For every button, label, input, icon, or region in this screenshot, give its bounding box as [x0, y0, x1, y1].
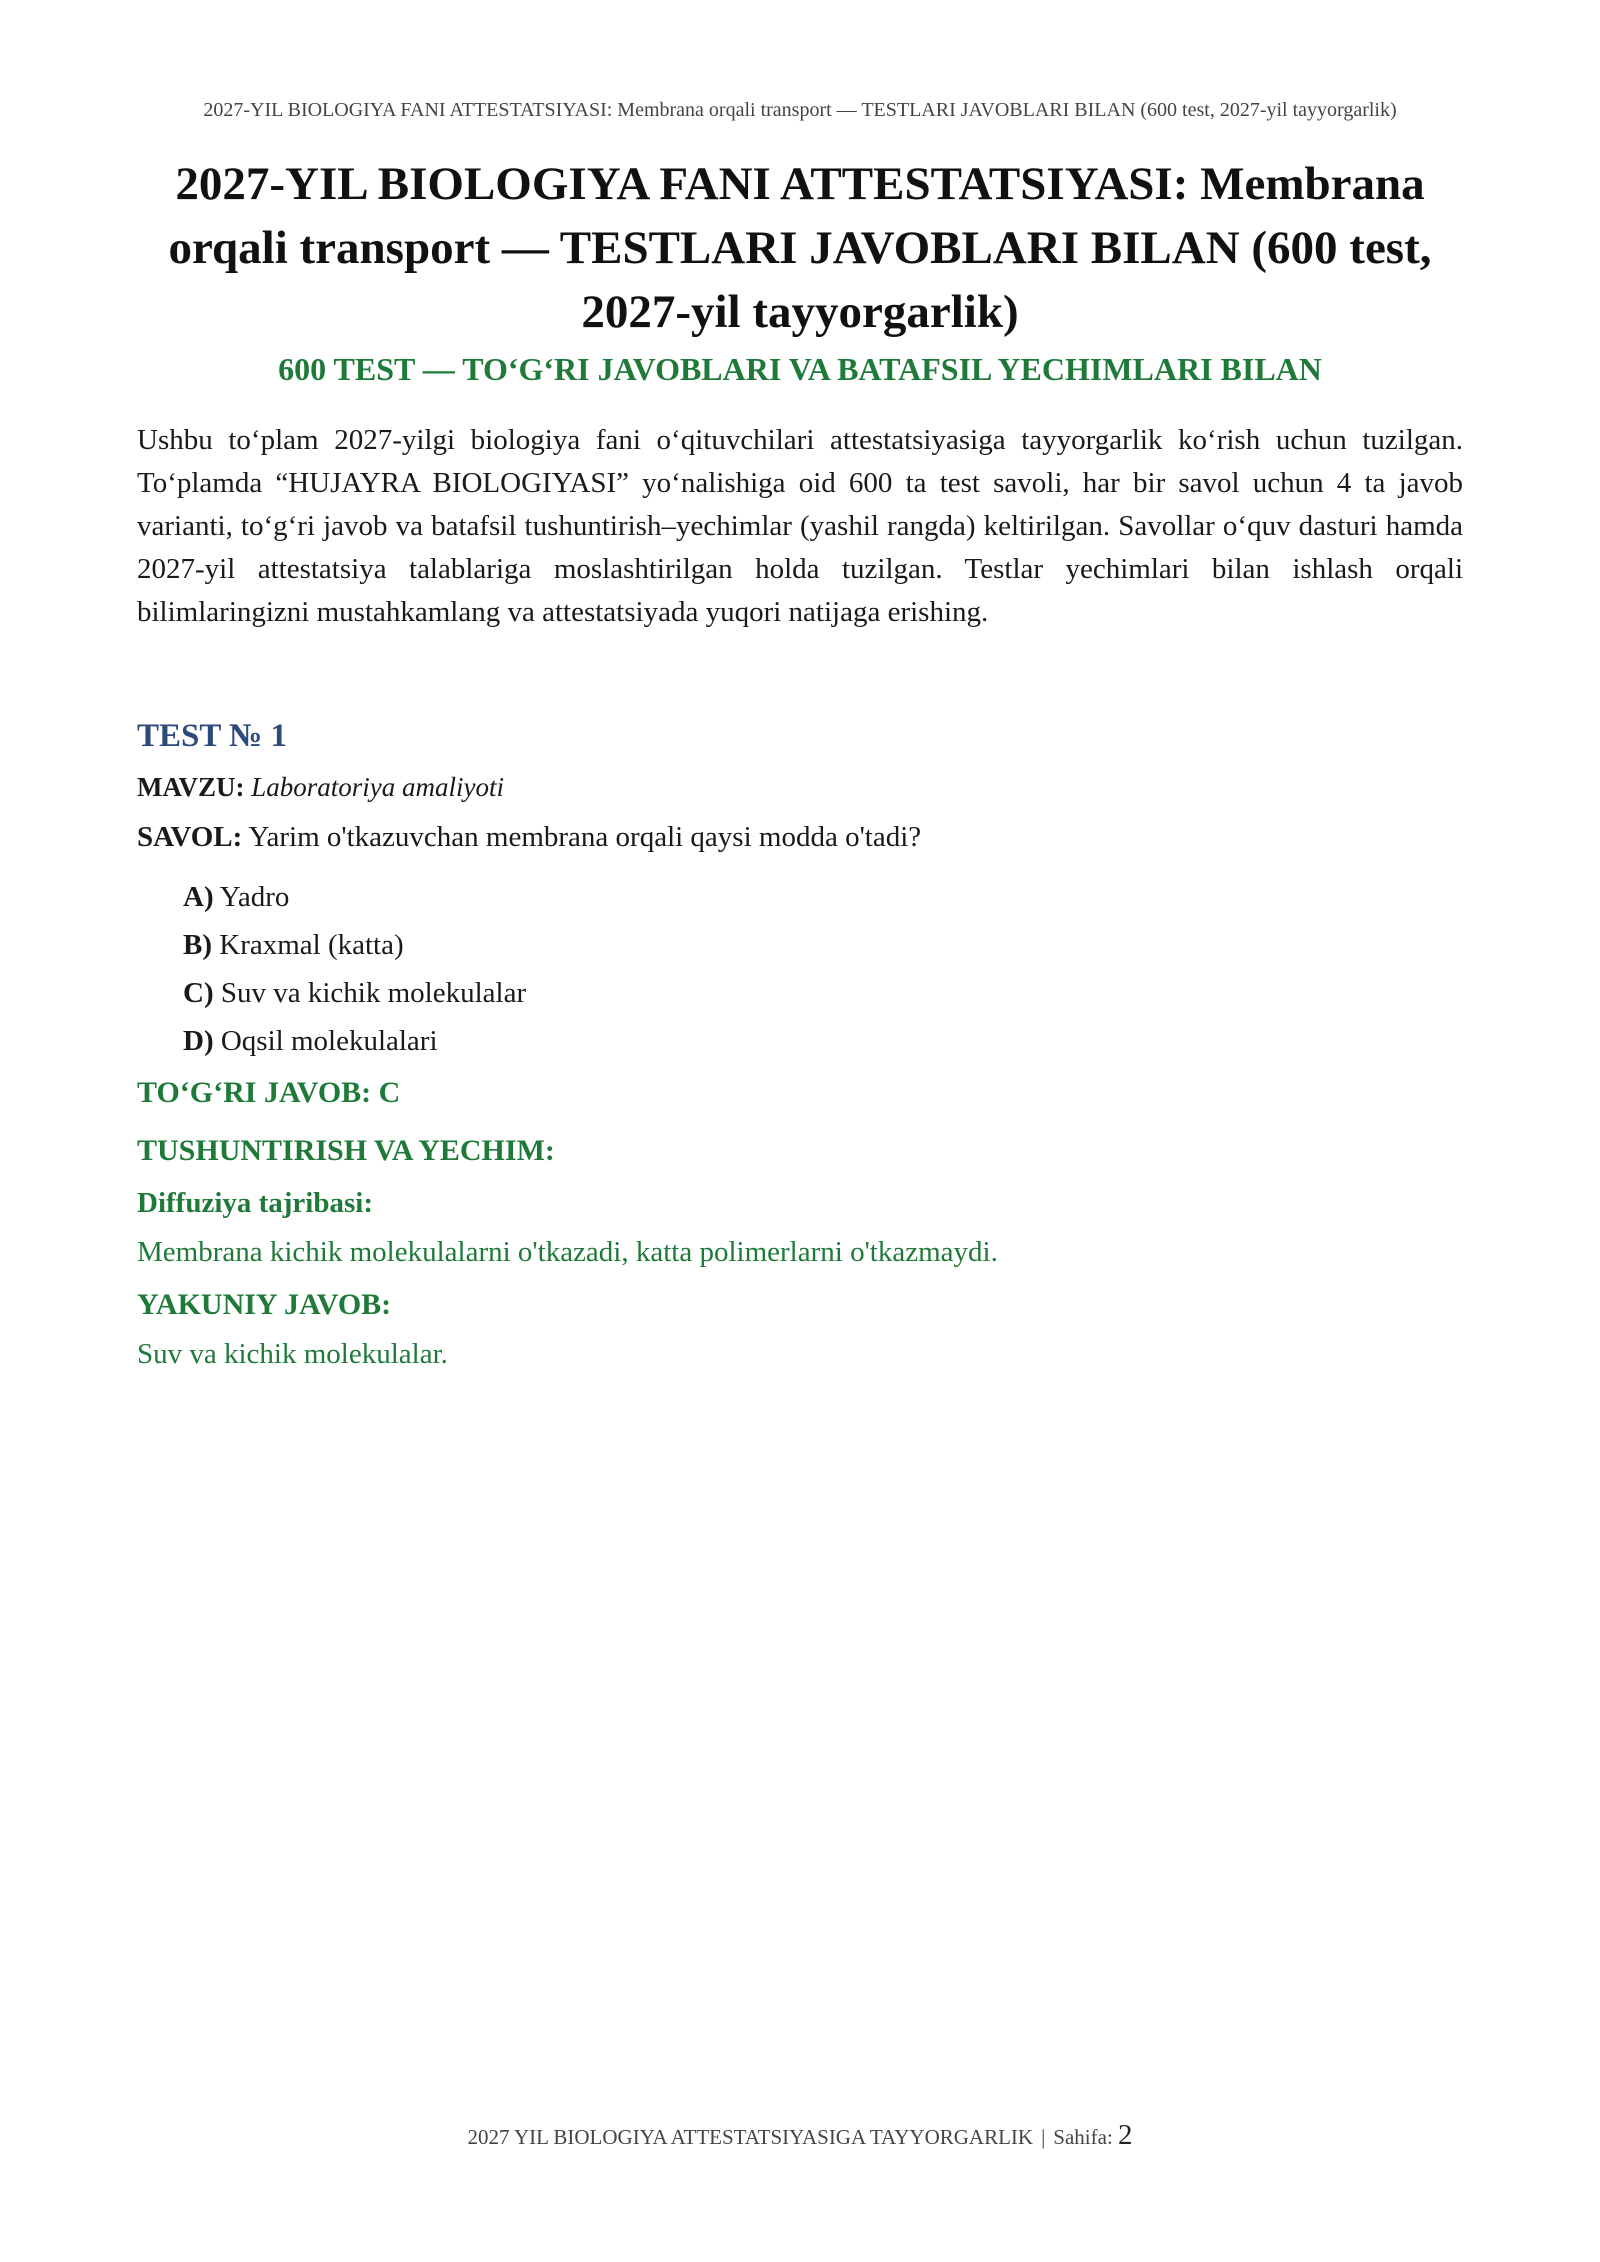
option-text: Kraxmal (katta): [219, 929, 404, 961]
topic-label: MAVZU:: [137, 772, 245, 802]
test-heading: TEST № 1: [137, 718, 287, 754]
question-label: SAVOL:: [137, 821, 243, 853]
document-subtitle: 600 TEST — TO‘G‘RI JAVOBLARI VA BATAFSIL YECHIMLARI BILAN: [278, 351, 1322, 387]
option-letter: B): [183, 929, 212, 961]
explanation-heading: TUSHUNTIRISH VA YECHIM:: [137, 1134, 555, 1167]
running-header: 2027-YIL BIOLOGIYA FANI ATTESTATSIYASI: Membrana orqali transport — TESTLARI JAVOBLARI BILAN (600 test, 2027-yil tayyorgarlik): [203, 99, 1397, 121]
option-text: Yadro: [219, 881, 290, 913]
page-footer: [137, 2120, 1463, 2152]
option-letter: D): [183, 1025, 214, 1057]
option-text: Oqsil molekulalari: [220, 1025, 438, 1057]
topic-line: [137, 768, 1463, 806]
correct-answer: TO‘G‘RI JAVOB: C: [137, 1076, 401, 1109]
option-d: [183, 1017, 526, 1065]
final-answer-heading: YAKUNIY JAVOB:: [137, 1288, 392, 1321]
option-letter: C): [183, 977, 214, 1009]
option-b: [183, 921, 526, 969]
footer-page-label: Sahifa:: [1053, 2125, 1113, 2149]
option-letter: A): [183, 881, 214, 913]
document-title: 2027-YIL BIOLOGIYA FANI ATTESTATSIYASI: Membrana orqali transport — TESTLARI JAVOBLARI BILAN (600 test, 2027-yil tayyorgarlik): [168, 158, 1432, 338]
footer-separator: |: [1041, 2125, 1046, 2149]
final-answer-text: Suv va kichik molekulalar.: [137, 1338, 448, 1370]
option-a: [183, 873, 526, 921]
question-line: [137, 818, 1463, 856]
option-c: [183, 969, 526, 1017]
page-number: 2: [1118, 2119, 1133, 2151]
explanation-text: Membrana kichik molekulalarni o'tkazadi, katta polimerlarni o'tkazmaydi.: [137, 1236, 998, 1268]
footer-label: 2027 YIL BIOLOGIYA ATTESTATSIYASIGA TAYYORGARLIK: [467, 2125, 1034, 2149]
option-text: Suv va kichik molekulalar: [220, 977, 527, 1009]
intro-paragraph: Ushbu to‘plam 2027-yilgi biologiya fani o‘qituvchilari attestatsiyasiga tayyorgarlik ko‘rish uchun tuzilgan. To‘plamda “HUJAYRA BIOLOGIYASI” yo‘nalishiga oid 600 ta test savoli, har bir savol uchun 4 ta javob varianti, to‘g‘ri javob va batafsil tushuntirish–yechimlar (yashil rangda) keltirilgan. Savollar o‘quv dasturi hamda 2027-yil attestatsiya talablariga moslashtirilgan holda tuzilgan. Testlar yechimlari bilan ishlash orqali bilimlaringizni mustahkamlang va attestatsiyada yuqori natijaga erishing.: [137, 424, 1463, 628]
explanation-subheading: Diffuziya tajribasi:: [137, 1187, 373, 1219]
topic-value: Laboratoriya amaliyoti: [251, 772, 505, 802]
question-text: Yarim o'tkazuvchan membrana orqali qaysi modda o'tadi?: [248, 821, 922, 853]
answer-options: [183, 873, 526, 1065]
